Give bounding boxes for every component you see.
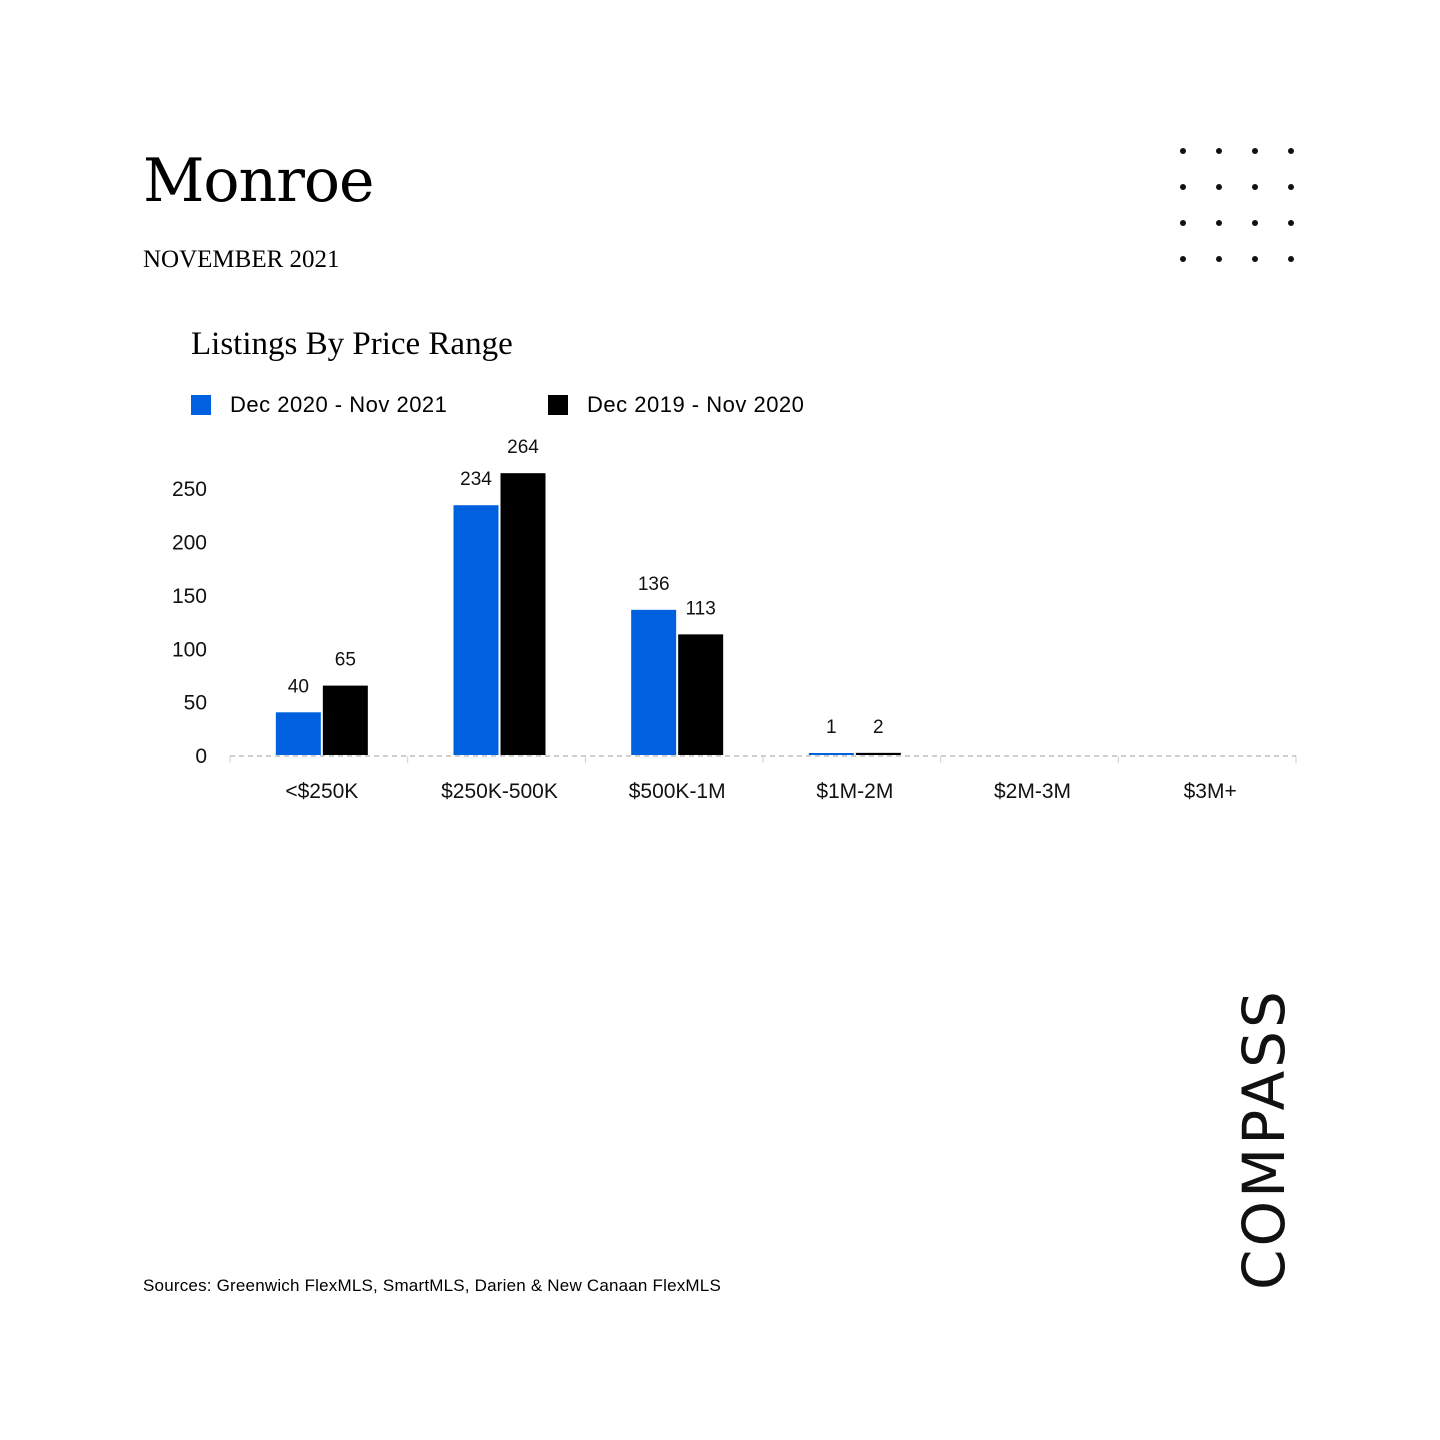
chart-title: Listings By Price Range: [191, 326, 513, 362]
bar-previous: [678, 634, 723, 755]
data-label: 234: [460, 469, 492, 491]
data-label: 264: [507, 437, 539, 459]
bar-current: [454, 505, 499, 755]
x-tick-label: $3M+: [1183, 780, 1237, 803]
bar-current: [809, 753, 854, 755]
x-tick-label: <$250K: [285, 780, 359, 803]
page-title: Monroe: [143, 146, 374, 216]
x-tick-label: $250K-500K: [441, 780, 558, 803]
bar-previous: [501, 473, 546, 755]
sources-note: Sources: Greenwich FlexMLS, SmartMLS, Darien & New Canaan FlexMLS: [143, 1276, 721, 1295]
data-label: 136: [637, 573, 670, 595]
data-label: 40: [287, 676, 309, 698]
y-tick-label: 200: [171, 531, 207, 555]
compass-logo: [1230, 950, 1298, 1295]
compass-logo-text: COMPASS: [1230, 988, 1298, 1290]
bar-current: [631, 610, 676, 755]
y-tick-label: 50: [183, 691, 207, 715]
data-label: 113: [685, 598, 716, 620]
x-tick-label: $1M-2M: [816, 780, 894, 803]
data-label: 1: [826, 717, 837, 738]
bar-previous: [856, 753, 901, 755]
data-label: 2: [873, 716, 884, 738]
x-tick-label: $2M-3M: [993, 780, 1072, 803]
y-tick-label: 100: [171, 638, 207, 662]
legend-label-previous: Dec 2019 - Nov 2020: [587, 392, 805, 417]
bar-previous: [323, 686, 368, 755]
y-tick-label: 250: [171, 478, 207, 502]
y-tick-label: 150: [171, 584, 207, 608]
data-label: 65: [334, 649, 356, 671]
y-tick-label: 0: [195, 745, 207, 768]
legend-label-current: Dec 2020 - Nov 2021: [230, 392, 448, 417]
report-period: NOVEMBER 2021: [143, 246, 340, 273]
bar-current: [276, 712, 321, 755]
x-tick-label: $500K-1M: [628, 780, 726, 803]
